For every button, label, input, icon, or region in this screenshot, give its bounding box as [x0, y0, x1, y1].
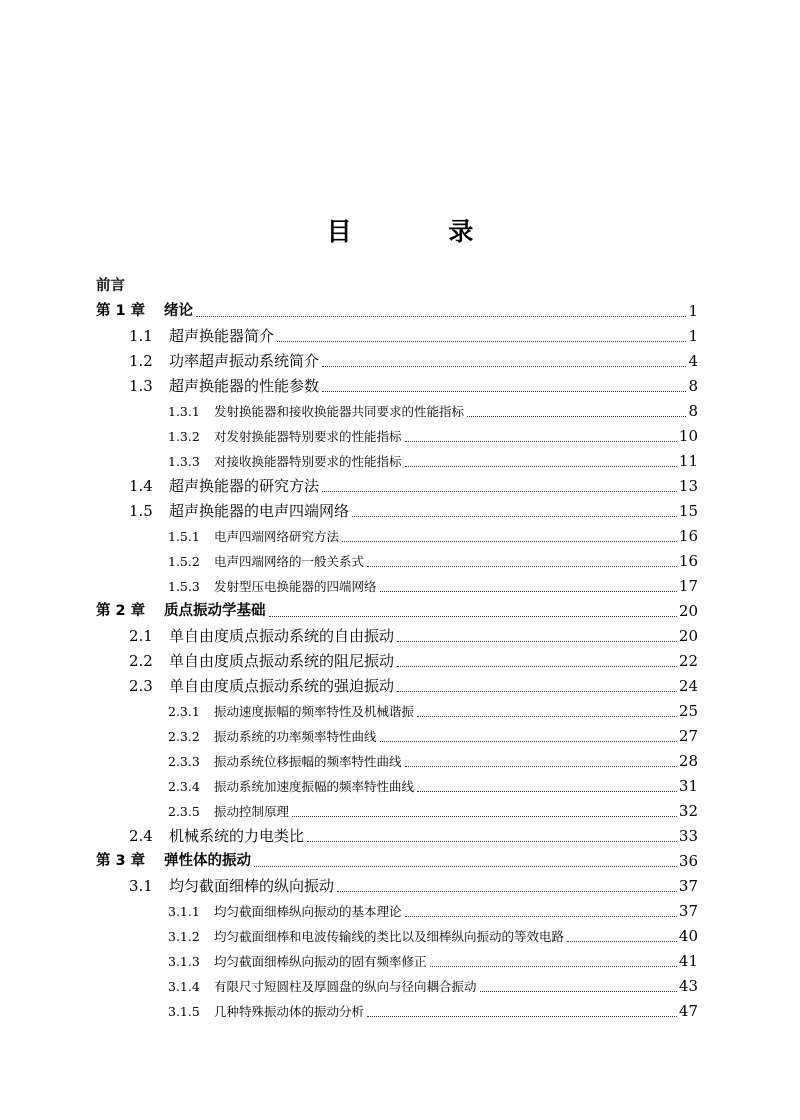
toc-subsection-entry[interactable]	[96, 399, 698, 424]
toc-entry-number: 第 1 章	[96, 303, 146, 319]
toc-entry-page-number: 11	[678, 452, 698, 470]
dot-leader	[480, 991, 677, 992]
toc-subsection-entry[interactable]	[96, 799, 698, 824]
toc-section-entry[interactable]	[96, 674, 698, 699]
toc-entry-number: 第 3 章	[96, 853, 146, 869]
toc-entry-page-number: 37	[678, 877, 698, 895]
dot-leader	[254, 866, 677, 867]
toc-entry-title: 超声换能器的性能参数	[169, 377, 320, 395]
toc-entry-number: 2.3.1	[168, 704, 200, 719]
toc-subsection-entry[interactable]	[96, 724, 698, 749]
toc-subsection-entry[interactable]	[96, 699, 698, 724]
toc-entry-page-number: 20	[678, 602, 698, 620]
page-title: 目 录	[326, 217, 518, 246]
toc-entry-number: 第 2 章	[96, 603, 146, 619]
toc-entry-page-number: 17	[678, 577, 698, 595]
toc-entry-title: 单自由度质点振动系统的自由振动	[169, 627, 395, 645]
toc-entry-page-number: 10	[678, 427, 698, 445]
toc-entry-page-number: 31	[678, 777, 698, 795]
toc-section-entry[interactable]	[96, 349, 698, 374]
dot-leader	[337, 891, 677, 892]
toc-subsection-entry[interactable]	[96, 974, 698, 999]
toc-entry-title: 机械系统的力电类比	[169, 827, 305, 845]
toc-entry-title: 超声换能器简介	[169, 327, 275, 345]
toc-entry-number: 2.2	[129, 652, 153, 670]
toc-entry-page-number: 13	[678, 477, 698, 495]
dot-leader	[397, 666, 677, 667]
toc-entry-page-number: 32	[678, 802, 698, 820]
toc-entry-number: 1.3.2	[168, 429, 200, 444]
toc-entry-title: 振动控制原理	[214, 804, 290, 819]
dot-leader	[269, 616, 677, 617]
toc-subsection-entry[interactable]	[96, 774, 698, 799]
toc-entry-title: 发射换能器和接收换能器共同要求的性能指标	[214, 404, 465, 419]
toc-entry-title: 均匀截面细棒和电波传输线的类比以及细棒纵向振动的等效电路	[214, 929, 565, 944]
toc-entry-title: 振动速度振幅的频率特性及机械谐振	[214, 704, 415, 719]
toc-section-entry[interactable]	[96, 324, 698, 349]
toc-entry-page-number: 22	[678, 652, 698, 670]
toc-entry-page-number: 8	[688, 377, 698, 395]
toc-entry-title: 单自由度质点振动系统的阻尼振动	[169, 652, 395, 670]
dot-leader	[380, 591, 677, 592]
toc-entry-title: 对发射换能器特别要求的性能指标	[214, 429, 402, 444]
toc-entry-title: 质点振动学基础	[164, 603, 266, 619]
dot-leader	[322, 491, 677, 492]
toc-entry-number: 2.3.3	[168, 754, 200, 769]
toc-entry-page-number: 1	[688, 302, 698, 320]
dot-leader	[567, 941, 677, 942]
dot-leader	[417, 716, 677, 717]
dot-leader	[277, 341, 686, 342]
toc-entry-title: 有限尺寸短圆柱及厚圆盘的纵向与径向耦合振动	[214, 979, 477, 994]
toc-entry-title: 发射型压电换能器的四端网络	[214, 579, 377, 594]
dot-leader	[342, 541, 677, 542]
toc-entry-page-number: 8	[688, 402, 698, 420]
dot-leader	[430, 966, 677, 967]
toc-subsection-entry[interactable]	[96, 449, 698, 474]
toc-entry-title: 功率超声振动系统简介	[169, 352, 320, 370]
toc-entry-number: 1.3.1	[168, 404, 200, 419]
toc-entry-number: 1.2	[129, 352, 153, 370]
toc-entry-title: 电声四端网络的一般关系式	[214, 554, 365, 569]
dot-leader	[292, 816, 677, 817]
toc-entry-number: 3.1.4	[168, 979, 200, 994]
toc-section-entry[interactable]	[96, 474, 698, 499]
toc-subsection-entry[interactable]	[96, 999, 698, 1024]
dot-leader	[322, 391, 686, 392]
toc-entry-number: 1.5.1	[168, 529, 200, 544]
toc-entry-title: 几种特殊振动体的振动分析	[214, 1004, 365, 1019]
toc-entry-title: 电声四端网络研究方法	[214, 529, 340, 544]
toc-entry-number: 2.1	[129, 627, 153, 645]
dot-leader	[367, 566, 677, 567]
table-of-contents	[96, 274, 698, 1024]
toc-entry-page-number: 36	[678, 852, 698, 870]
toc-entry-title: 振动系统的功率频率特性曲线	[214, 729, 377, 744]
toc-subsection-entry[interactable]	[96, 524, 698, 549]
toc-entry-number: 1.3	[129, 377, 153, 395]
toc-entry-page-number: 47	[678, 1002, 698, 1020]
dot-leader	[467, 416, 686, 417]
dot-leader	[405, 466, 677, 467]
toc-entry-page-number: 16	[678, 527, 698, 545]
toc-entry-page-number: 33	[678, 827, 698, 845]
toc-entry-number: 3.1.3	[168, 954, 200, 969]
toc-entry-title: 超声换能器的研究方法	[169, 477, 320, 495]
toc-entry-number: 2.4	[129, 827, 153, 845]
toc-entry-page-number: 4	[688, 352, 698, 370]
dot-leader	[405, 766, 677, 767]
toc-section-entry[interactable]	[96, 874, 698, 899]
toc-entry-number: 1.4	[129, 477, 153, 495]
toc-entry-number: 1.5	[129, 502, 153, 520]
toc-entry-page-number: 16	[678, 552, 698, 570]
toc-entry-title: 振动系统位移振幅的频率特性曲线	[214, 754, 402, 769]
toc-subsection-entry[interactable]	[96, 899, 698, 924]
toc-section-entry[interactable]	[96, 649, 698, 674]
toc-section-entry[interactable]	[96, 374, 698, 399]
dot-leader	[417, 791, 677, 792]
toc-subsection-entry[interactable]	[96, 749, 698, 774]
toc-chapter-entry[interactable]	[96, 299, 698, 324]
toc-entry-number: 3.1.2	[168, 929, 200, 944]
dot-leader	[405, 916, 677, 917]
toc-entry-title: 弹性体的振动	[164, 853, 251, 869]
toc-entry-title: 对接收换能器特别要求的性能指标	[214, 454, 402, 469]
toc-entry-page-number: 25	[678, 702, 698, 720]
toc-entry-page-number: 28	[678, 752, 698, 770]
dot-leader	[196, 316, 686, 317]
dot-leader	[380, 741, 677, 742]
toc-entry-number: 1.1	[129, 327, 153, 345]
toc-entry-page-number: 15	[678, 502, 698, 520]
toc-entry-title: 绪论	[164, 303, 193, 319]
toc-entry-number: 3.1.5	[168, 1004, 200, 1019]
toc-chapter-entry[interactable]	[96, 849, 698, 874]
dot-leader	[322, 366, 686, 367]
toc-entry-page-number: 37	[678, 902, 698, 920]
toc-entry-number: 3.1.1	[168, 904, 200, 919]
toc-entry-number: 2.3.5	[168, 804, 200, 819]
toc-entry-page-number: 40	[678, 927, 698, 945]
toc-entry-title: 振动系统加速度振幅的频率特性曲线	[214, 779, 415, 794]
toc-subsection-entry[interactable]	[96, 424, 698, 449]
dot-leader	[397, 691, 677, 692]
toc-entry-page-number: 24	[678, 677, 698, 695]
toc-entry-page-number: 27	[678, 727, 698, 745]
toc-entry-title: 均匀截面细棒纵向振动的固有频率修正	[214, 954, 427, 969]
toc-entry-number: 2.3.4	[168, 779, 200, 794]
toc-chapter-entry[interactable]	[96, 599, 698, 624]
dot-leader	[352, 516, 677, 517]
toc-section-entry[interactable]	[96, 824, 698, 849]
toc-entry-title: 均匀截面细棒纵向振动的基本理论	[214, 904, 402, 919]
toc-section-entry[interactable]	[96, 499, 698, 524]
toc-entry-list	[96, 299, 698, 1024]
preface-entry[interactable]: 前言	[96, 278, 125, 294]
toc-entry-number: 3.1	[129, 877, 153, 895]
toc-entry-page-number: 43	[678, 977, 698, 995]
toc-subsection-entry[interactable]	[96, 549, 698, 574]
toc-entry-number: 1.5.3	[168, 579, 200, 594]
dot-leader	[307, 841, 677, 842]
toc-entry-page-number: 41	[678, 952, 698, 970]
toc-subsection-entry[interactable]	[96, 949, 698, 974]
toc-entry-number: 2.3	[129, 677, 153, 695]
toc-entry-number: 1.3.3	[168, 454, 200, 469]
toc-section-entry[interactable]	[96, 624, 698, 649]
dot-leader	[397, 641, 677, 642]
toc-entry-title: 单自由度质点振动系统的强迫振动	[169, 677, 395, 695]
toc-subsection-entry[interactable]	[96, 924, 698, 949]
toc-entry-number: 2.3.2	[168, 729, 200, 744]
toc-entry-page-number: 1	[688, 327, 698, 345]
toc-subsection-entry[interactable]	[96, 574, 698, 599]
toc-entry-number: 1.5.2	[168, 554, 200, 569]
toc-entry-page-number: 20	[678, 627, 698, 645]
dot-leader	[405, 441, 677, 442]
toc-entry-title: 均匀截面细棒的纵向振动	[169, 877, 335, 895]
dot-leader	[367, 1016, 677, 1017]
toc-entry-title: 超声换能器的电声四端网络	[169, 502, 350, 520]
